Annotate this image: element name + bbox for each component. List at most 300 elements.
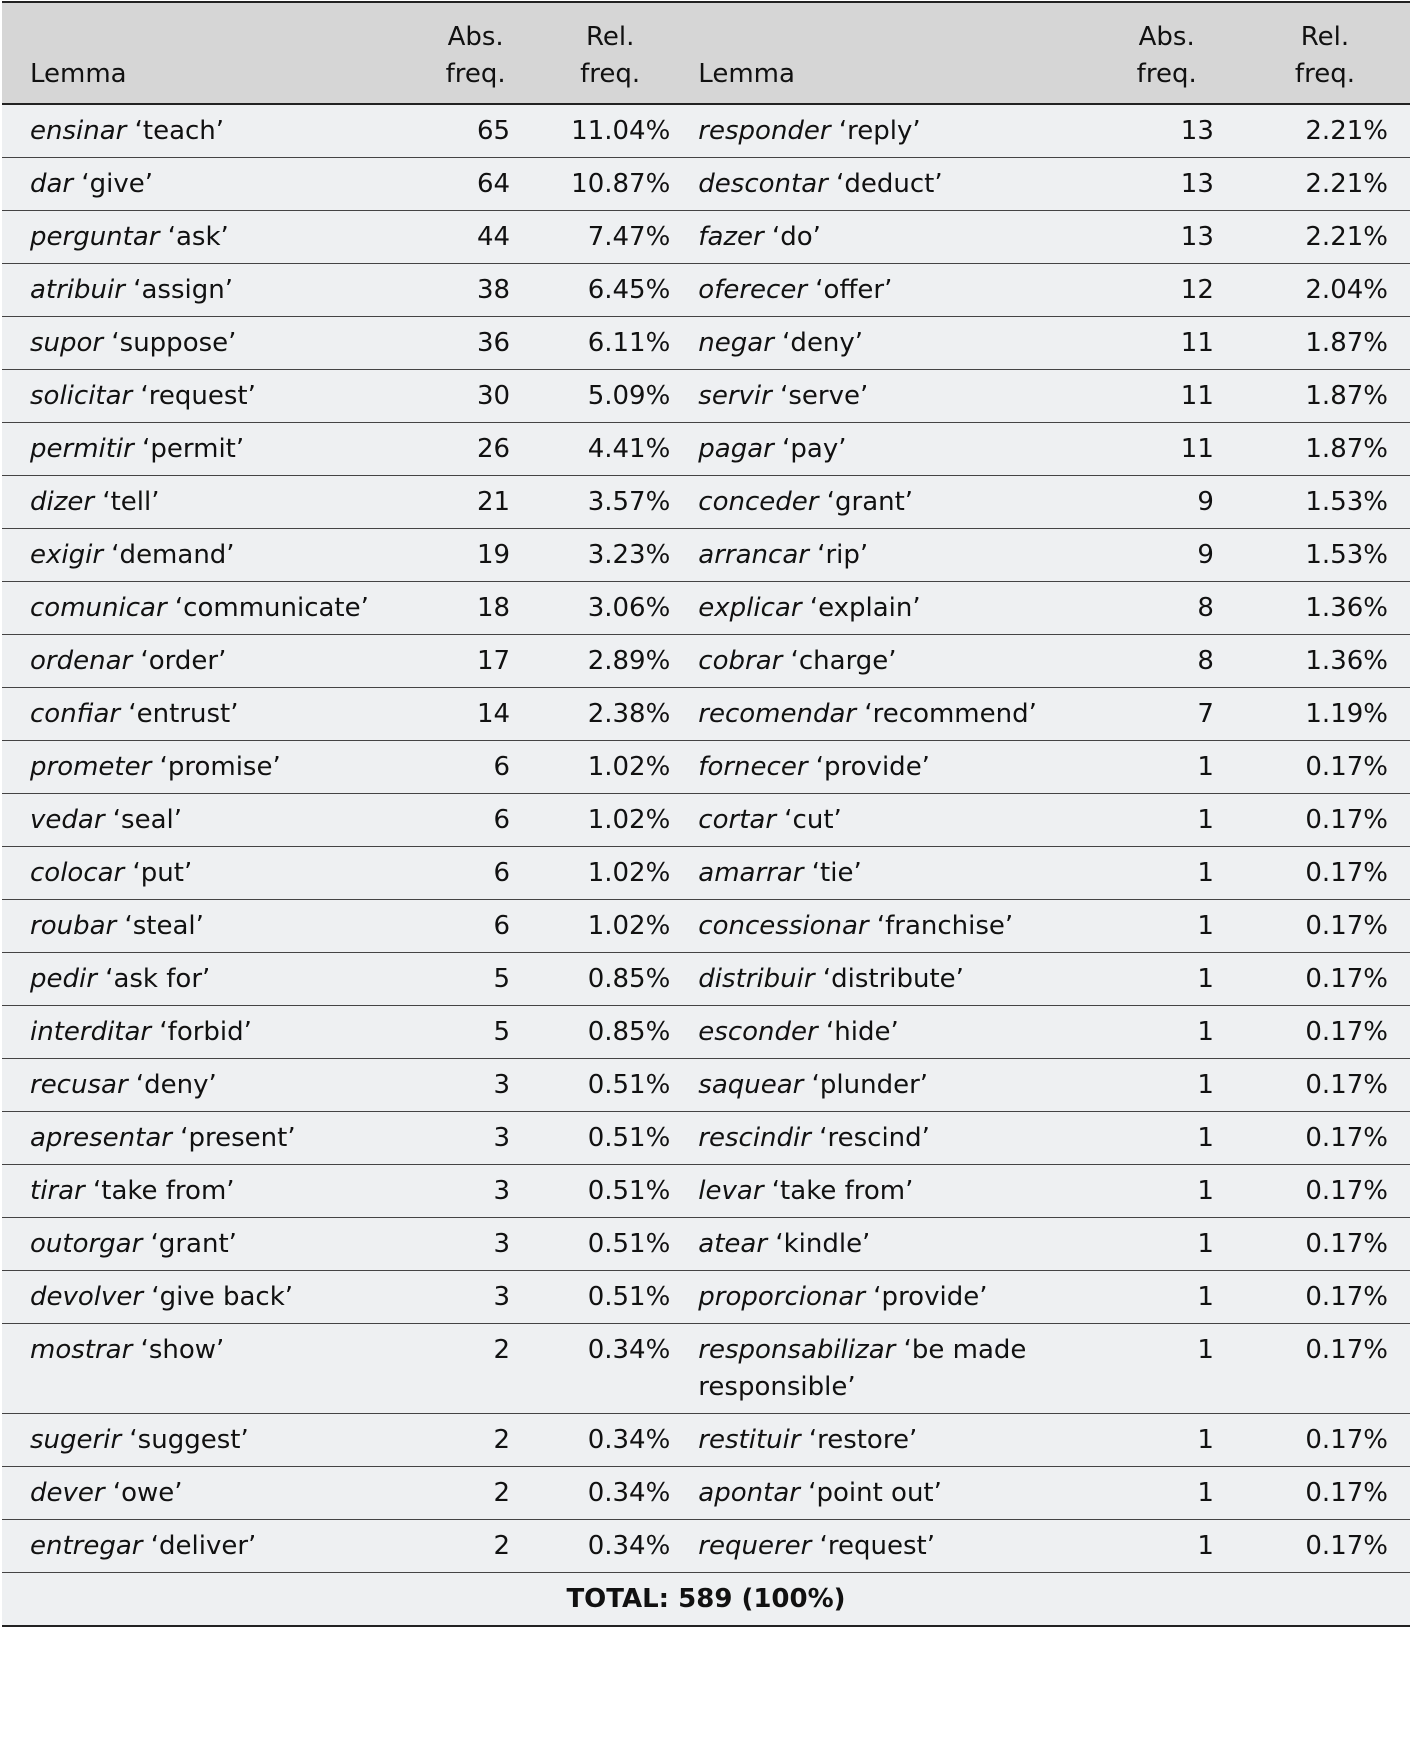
rel-freq-cell: 0.85% [538, 953, 682, 1006]
lemma-word: responder [698, 116, 831, 146]
abs-freq-cell: 26 [413, 423, 538, 476]
rel-freq-cell: 3.57% [538, 476, 682, 529]
abs-freq-cell: 6 [413, 847, 538, 900]
lemma-word: fazer [698, 222, 764, 252]
rel-freq-cell: 1.87% [1240, 370, 1410, 423]
rel-freq-cell: 6.45% [538, 264, 682, 317]
header-rel-line2: freq. [580, 59, 641, 89]
abs-freq-cell: 36 [413, 317, 538, 370]
lemma-gloss: ‘grant’ [826, 487, 914, 517]
rel-freq-cell: 1.87% [1240, 317, 1410, 370]
lemma-gloss: ‘give’ [81, 169, 154, 199]
lemma-gloss: ‘charge’ [790, 646, 897, 676]
lemma-word: oferecer [698, 275, 808, 305]
header-rel-freq-left [538, 2, 682, 104]
lemma-word: restituir [698, 1425, 801, 1455]
rel-freq-cell: 5.09% [538, 370, 682, 423]
abs-freq-cell: 18 [413, 582, 538, 635]
rel-freq-cell: 3.06% [538, 582, 682, 635]
lemma-gloss: ‘rip’ [817, 540, 869, 570]
lemma-cell [682, 1218, 1093, 1271]
lemma-word: mostrar [30, 1335, 133, 1365]
lemma-word: cortar [698, 805, 777, 835]
rel-freq-cell: 2.38% [538, 688, 682, 741]
lemma-cell [2, 1324, 413, 1414]
table-row [2, 900, 1410, 953]
lemma-word: dizer [30, 487, 95, 517]
table-row [2, 635, 1410, 688]
abs-freq-cell: 1 [1094, 1006, 1240, 1059]
rel-freq-cell: 1.02% [538, 900, 682, 953]
lemma-gloss: ‘ask’ [167, 222, 229, 252]
lemma-cell [682, 1467, 1093, 1520]
lemma-gloss: ‘show’ [140, 1335, 225, 1365]
rel-freq-cell: 2.21% [1240, 104, 1410, 158]
table-row [2, 847, 1410, 900]
table-row [2, 1467, 1410, 1520]
abs-freq-cell: 1 [1094, 953, 1240, 1006]
lemma-gloss: ‘provide’ [815, 752, 930, 782]
abs-freq-cell: 13 [1094, 104, 1240, 158]
lemma-cell [2, 582, 413, 635]
rel-freq-cell: 0.17% [1240, 741, 1410, 794]
header-abs-line2: freq. [1136, 59, 1197, 89]
lemma-word: devolver [30, 1282, 144, 1312]
table-row [2, 476, 1410, 529]
lemma-gloss: ‘seal’ [112, 805, 183, 835]
table-row [2, 1059, 1410, 1112]
rel-freq-cell: 0.34% [538, 1414, 682, 1467]
abs-freq-cell: 6 [413, 794, 538, 847]
lemma-word: amarrar [698, 858, 804, 888]
abs-freq-cell: 2 [413, 1414, 538, 1467]
lemma-gloss: ‘cut’ [784, 805, 842, 835]
lemma-word: exigir [30, 540, 104, 570]
lemma-cell [2, 1006, 413, 1059]
lemma-word: rescindir [698, 1123, 811, 1153]
lemma-cell [682, 264, 1093, 317]
rel-freq-cell: 0.17% [1240, 1324, 1410, 1414]
rel-freq-cell: 0.17% [1240, 1271, 1410, 1324]
lemma-gloss: ‘take from’ [771, 1176, 914, 1206]
lemma-gloss: ‘recommend’ [864, 699, 1037, 729]
header-rel-line1: Rel. [1300, 22, 1350, 52]
lemma-gloss: ‘order’ [140, 646, 227, 676]
lemma-cell [682, 1271, 1093, 1324]
lemma-gloss: ‘restore’ [808, 1425, 918, 1455]
lemma-gloss: ‘communicate’ [174, 593, 369, 623]
lemma-gloss: ‘franchise’ [876, 911, 1014, 941]
lemma-word: entregar [30, 1531, 143, 1561]
header-lemma-right [682, 2, 1093, 104]
abs-freq-cell: 11 [1094, 370, 1240, 423]
lemma-cell [2, 1467, 413, 1520]
abs-freq-cell: 30 [413, 370, 538, 423]
rel-freq-cell: 0.85% [538, 1006, 682, 1059]
lemma-gloss: ‘entrust’ [128, 699, 239, 729]
lemma-cell [682, 582, 1093, 635]
abs-freq-cell: 14 [413, 688, 538, 741]
lemma-word: permitir [30, 434, 134, 464]
table-row [2, 1414, 1410, 1467]
lemma-gloss: ‘present’ [180, 1123, 296, 1153]
lemma-cell [682, 847, 1093, 900]
rel-freq-cell: 0.51% [538, 1112, 682, 1165]
header-rel-line2: freq. [1294, 59, 1355, 89]
lemma-word: supor [30, 328, 104, 358]
lemma-gloss: ‘take from’ [93, 1176, 235, 1206]
rel-freq-cell: 0.17% [1240, 1006, 1410, 1059]
table-row [2, 582, 1410, 635]
table-row [2, 1271, 1410, 1324]
rel-freq-cell: 10.87% [538, 158, 682, 211]
lemma-cell [682, 1414, 1093, 1467]
lemma-word: conceder [698, 487, 819, 517]
lemma-gloss: ‘owe’ [112, 1478, 183, 1508]
lemma-word: sugerir [30, 1425, 122, 1455]
abs-freq-cell: 1 [1094, 900, 1240, 953]
table-row [2, 741, 1410, 794]
abs-freq-cell: 1 [1094, 1059, 1240, 1112]
lemma-gloss: ‘kindle’ [775, 1229, 871, 1259]
abs-freq-cell: 17 [413, 635, 538, 688]
abs-freq-cell: 1 [1094, 1218, 1240, 1271]
lemma-word: atribuir [30, 275, 125, 305]
table-row [2, 688, 1410, 741]
abs-freq-cell: 3 [413, 1271, 538, 1324]
lemma-cell [2, 1218, 413, 1271]
lemma-word: ordenar [30, 646, 133, 676]
rel-freq-cell: 1.02% [538, 847, 682, 900]
abs-freq-cell: 3 [413, 1165, 538, 1218]
lemma-cell [682, 688, 1093, 741]
lemma-word: recomendar [698, 699, 857, 729]
lemma-word: colocar [30, 858, 125, 888]
abs-freq-cell: 3 [413, 1112, 538, 1165]
abs-freq-cell: 13 [1094, 211, 1240, 264]
lemma-cell [682, 423, 1093, 476]
abs-freq-cell: 38 [413, 264, 538, 317]
rel-freq-cell: 7.47% [538, 211, 682, 264]
table-row [2, 317, 1410, 370]
lemma-word: dever [30, 1478, 105, 1508]
lemma-cell [2, 264, 413, 317]
lemma-word: tirar [30, 1176, 85, 1206]
rel-freq-cell: 2.04% [1240, 264, 1410, 317]
lemma-gloss: ‘point out’ [808, 1478, 942, 1508]
lemma-word: concessionar [698, 911, 869, 941]
abs-freq-cell: 64 [413, 158, 538, 211]
lemma-cell [2, 1112, 413, 1165]
rel-freq-cell: 0.17% [1240, 900, 1410, 953]
lemma-gloss: ‘distribute’ [822, 964, 964, 994]
abs-freq-cell: 1 [1094, 1520, 1240, 1573]
lemma-gloss: ‘give back’ [151, 1282, 294, 1312]
lemma-cell [2, 104, 413, 158]
rel-freq-cell: 0.51% [538, 1271, 682, 1324]
lemma-cell [682, 158, 1093, 211]
lemma-gloss: ‘pay’ [782, 434, 847, 464]
rel-freq-cell: 2.21% [1240, 158, 1410, 211]
header-abs-line1: Abs. [447, 22, 504, 52]
abs-freq-cell: 9 [1094, 529, 1240, 582]
header-rel-freq-right [1240, 2, 1410, 104]
rel-freq-cell: 0.17% [1240, 1112, 1410, 1165]
table-row [2, 104, 1410, 158]
rel-freq-cell: 4.41% [538, 423, 682, 476]
lemma-word: recusar [30, 1070, 128, 1100]
lemma-word: requerer [698, 1531, 812, 1561]
lemma-cell [682, 1324, 1093, 1414]
abs-freq-cell: 1 [1094, 1414, 1240, 1467]
lemma-gloss: ‘explain’ [809, 593, 921, 623]
rel-freq-cell: 1.53% [1240, 529, 1410, 582]
lemma-word: cobrar [698, 646, 783, 676]
lemma-word: responsabilizar [698, 1335, 896, 1365]
lemma-gloss: ‘assign’ [133, 275, 233, 305]
header-abs-freq-right [1094, 2, 1240, 104]
abs-freq-cell: 5 [413, 953, 538, 1006]
lemma-cell [2, 476, 413, 529]
abs-freq-cell: 1 [1094, 1271, 1240, 1324]
rel-freq-cell: 0.17% [1240, 953, 1410, 1006]
lemma-cell [682, 1006, 1093, 1059]
lemma-cell [682, 529, 1093, 582]
table-row [2, 1112, 1410, 1165]
lemma-gloss: ‘provide’ [873, 1282, 988, 1312]
rel-freq-cell: 0.17% [1240, 1165, 1410, 1218]
abs-freq-cell: 21 [413, 476, 538, 529]
lemma-cell [2, 1271, 413, 1324]
lemma-cell [682, 741, 1093, 794]
abs-freq-cell: 3 [413, 1059, 538, 1112]
rel-freq-cell: 0.17% [1240, 794, 1410, 847]
lemma-cell [682, 794, 1093, 847]
table-row [2, 953, 1410, 1006]
table-row [2, 211, 1410, 264]
lemma-word: servir [698, 381, 772, 411]
rel-freq-cell: 1.19% [1240, 688, 1410, 741]
lemma-word: descontar [698, 169, 828, 199]
lemma-gloss: ‘be made responsible’ [698, 1335, 1027, 1402]
lemma-word: esconder [698, 1017, 818, 1047]
lemma-gloss: ‘put’ [132, 858, 193, 888]
rel-freq-cell: 0.17% [1240, 847, 1410, 900]
lemma-cell [2, 1165, 413, 1218]
abs-freq-cell: 2 [413, 1467, 538, 1520]
lemma-gloss: ‘steal’ [124, 911, 204, 941]
abs-freq-cell: 2 [413, 1324, 538, 1414]
lemma-word: atear [698, 1229, 768, 1259]
lemma-word: proporcionar [698, 1282, 866, 1312]
lemma-cell [2, 1059, 413, 1112]
lemma-cell [682, 476, 1093, 529]
lemma-gloss: ‘hide’ [825, 1017, 899, 1047]
rel-freq-cell: 1.02% [538, 741, 682, 794]
abs-freq-cell: 65 [413, 104, 538, 158]
lemma-cell [682, 635, 1093, 688]
abs-freq-cell: 2 [413, 1520, 538, 1573]
table-row [2, 529, 1410, 582]
lemma-gloss: ‘serve’ [780, 381, 869, 411]
frequency-table [2, 1, 1410, 1627]
rel-freq-cell: 0.17% [1240, 1467, 1410, 1520]
header-abs-line2: freq. [445, 59, 506, 89]
lemma-gloss: ‘request’ [140, 381, 256, 411]
abs-freq-cell: 11 [1094, 317, 1240, 370]
lemma-cell [2, 847, 413, 900]
rel-freq-cell: 1.36% [1240, 635, 1410, 688]
rel-freq-cell: 1.36% [1240, 582, 1410, 635]
lemma-word: pagar [698, 434, 774, 464]
lemma-gloss: ‘request’ [819, 1531, 935, 1561]
abs-freq-cell: 3 [413, 1218, 538, 1271]
rel-freq-cell: 11.04% [538, 104, 682, 158]
table-body [2, 104, 1410, 1573]
lemma-word: pedir [30, 964, 97, 994]
abs-freq-cell: 1 [1094, 1324, 1240, 1414]
table-row [2, 423, 1410, 476]
lemma-gloss: ‘do’ [771, 222, 821, 252]
lemma-cell [682, 953, 1093, 1006]
lemma-cell [682, 1520, 1093, 1573]
abs-freq-cell: 44 [413, 211, 538, 264]
lemma-cell [682, 900, 1093, 953]
rel-freq-cell: 0.17% [1240, 1059, 1410, 1112]
lemma-word: confiar [30, 699, 121, 729]
abs-freq-cell: 1 [1094, 1467, 1240, 1520]
abs-freq-cell: 13 [1094, 158, 1240, 211]
total-cell: TOTAL: 589 (100%) [2, 1573, 1410, 1627]
table-row [2, 1324, 1410, 1414]
table-row [2, 1218, 1410, 1271]
abs-freq-cell: 8 [1094, 635, 1240, 688]
lemma-gloss: ‘permit’ [142, 434, 245, 464]
lemma-gloss: ‘grant’ [150, 1229, 237, 1259]
lemma-cell [2, 1414, 413, 1467]
abs-freq-cell: 11 [1094, 423, 1240, 476]
lemma-cell [2, 900, 413, 953]
abs-freq-cell: 1 [1094, 741, 1240, 794]
abs-freq-cell: 1 [1094, 1165, 1240, 1218]
lemma-word: levar [698, 1176, 764, 1206]
lemma-cell [2, 1520, 413, 1573]
abs-freq-cell: 9 [1094, 476, 1240, 529]
lemma-word: apresentar [30, 1123, 172, 1153]
lemma-word: explicar [698, 593, 802, 623]
lemma-cell [2, 370, 413, 423]
lemma-word: roubar [30, 911, 117, 941]
lemma-word: arrancar [698, 540, 809, 570]
lemma-gloss: ‘deliver’ [150, 1531, 257, 1561]
lemma-gloss: ‘suppose’ [111, 328, 237, 358]
header-rel-line1: Rel. [585, 22, 635, 52]
abs-freq-cell: 5 [413, 1006, 538, 1059]
lemma-word: fornecer [698, 752, 808, 782]
lemma-cell [2, 635, 413, 688]
table-row [2, 158, 1410, 211]
lemma-word: perguntar [30, 222, 160, 252]
lemma-cell [682, 317, 1093, 370]
lemma-gloss: ‘plunder’ [811, 1070, 929, 1100]
rel-freq-cell: 2.21% [1240, 211, 1410, 264]
abs-freq-cell: 8 [1094, 582, 1240, 635]
header-lemma-label: Lemma [698, 59, 795, 89]
rel-freq-cell: 0.51% [538, 1165, 682, 1218]
rel-freq-cell: 2.89% [538, 635, 682, 688]
lemma-cell [682, 1059, 1093, 1112]
lemma-word: outorgar [30, 1229, 143, 1259]
lemma-cell [682, 1165, 1093, 1218]
lemma-gloss: ‘ask for’ [105, 964, 211, 994]
lemma-word: solicitar [30, 381, 133, 411]
lemma-gloss: ‘suggest’ [129, 1425, 249, 1455]
lemma-word: dar [30, 169, 74, 199]
lemma-cell [682, 370, 1093, 423]
lemma-word: saquear [698, 1070, 804, 1100]
lemma-word: interditar [30, 1017, 152, 1047]
lemma-cell [2, 158, 413, 211]
rel-freq-cell: 6.11% [538, 317, 682, 370]
table-row [2, 1006, 1410, 1059]
lemma-word: comunicar [30, 593, 167, 623]
rel-freq-cell: 0.34% [538, 1520, 682, 1573]
table-row [2, 264, 1410, 317]
lemma-word: apontar [698, 1478, 800, 1508]
lemma-gloss: ‘reply’ [838, 116, 921, 146]
lemma-word: negar [698, 328, 774, 358]
rel-freq-cell: 0.17% [1240, 1520, 1410, 1573]
header-abs-line1: Abs. [1138, 22, 1195, 52]
lemma-gloss: ‘forbid’ [159, 1017, 252, 1047]
lemma-cell [682, 211, 1093, 264]
abs-freq-cell: 6 [413, 900, 538, 953]
lemma-gloss: ‘deny’ [782, 328, 864, 358]
lemma-word: ensinar [30, 116, 127, 146]
lemma-gloss: ‘tie’ [811, 858, 862, 888]
lemma-cell [682, 104, 1093, 158]
header-lemma-left [2, 2, 413, 104]
lemma-gloss: ‘deny’ [135, 1070, 217, 1100]
header-row [2, 2, 1410, 104]
lemma-cell [2, 741, 413, 794]
lemma-cell [2, 953, 413, 1006]
lemma-word: prometer [30, 752, 152, 782]
lemma-cell [2, 423, 413, 476]
lemma-cell [682, 1112, 1093, 1165]
lemma-gloss: ‘tell’ [102, 487, 160, 517]
lemma-word: vedar [30, 805, 105, 835]
abs-freq-cell: 1 [1094, 794, 1240, 847]
table-row [2, 1520, 1410, 1573]
abs-freq-cell: 7 [1094, 688, 1240, 741]
rel-freq-cell: 1.02% [538, 794, 682, 847]
abs-freq-cell: 6 [413, 741, 538, 794]
table-row [2, 1165, 1410, 1218]
abs-freq-cell: 12 [1094, 264, 1240, 317]
lemma-gloss: ‘rescind’ [819, 1123, 930, 1153]
lemma-gloss: ‘promise’ [159, 752, 281, 782]
rel-freq-cell: 1.87% [1240, 423, 1410, 476]
lemma-word: distribuir [698, 964, 815, 994]
rel-freq-cell: 1.53% [1240, 476, 1410, 529]
abs-freq-cell: 1 [1094, 1112, 1240, 1165]
rel-freq-cell: 0.17% [1240, 1218, 1410, 1271]
lemma-cell [2, 688, 413, 741]
header-abs-freq-left [413, 2, 538, 104]
lemma-gloss: ‘teach’ [134, 116, 225, 146]
total-row [2, 1573, 1410, 1627]
